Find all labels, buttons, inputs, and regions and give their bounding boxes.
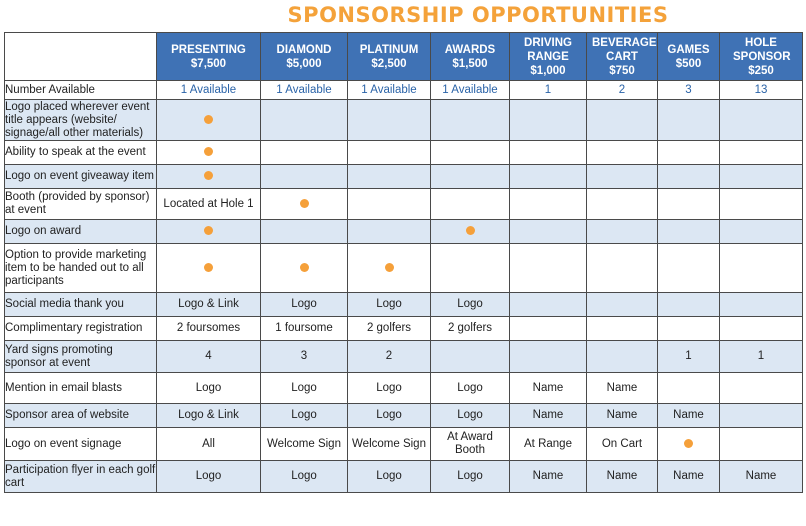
table-cell — [261, 141, 348, 165]
row-label: Logo placed wherever event title appears (website/ signage/all other materials) — [5, 100, 157, 141]
table-cell — [348, 141, 431, 165]
table-cell-dot — [157, 220, 261, 244]
table-cell: Welcome Sign — [348, 428, 431, 461]
table-cell: Logo — [348, 461, 431, 493]
table-cell: Logo — [431, 373, 510, 404]
table-cell: Logo — [261, 404, 348, 428]
column-name: GAMES — [667, 43, 710, 56]
table-cell — [658, 244, 720, 293]
table-cell: Logo — [261, 373, 348, 404]
table-cell: Name — [658, 461, 720, 493]
table-cell — [431, 189, 510, 220]
column-name: PLATINUM — [359, 43, 419, 56]
row-label: Participation flyer in each golf cart — [5, 461, 157, 493]
table-cell: 1 Available — [157, 81, 261, 100]
table-cell — [587, 341, 658, 373]
table-cell-dot — [431, 220, 510, 244]
table-row — [5, 141, 803, 165]
row-label: Booth (provided by sponsor) at event — [5, 189, 157, 220]
row-label: Logo on event giveaway item — [5, 165, 157, 189]
table-cell — [431, 100, 510, 141]
table-cell: Logo — [261, 461, 348, 493]
table-cell: 1 foursome — [261, 317, 348, 341]
table-row — [5, 461, 803, 493]
table-cell — [720, 141, 803, 165]
table-cell: 1 Available — [431, 81, 510, 100]
table-cell-dot — [157, 141, 261, 165]
column-header — [431, 33, 510, 81]
table-cell: 1 — [720, 341, 803, 373]
included-dot-icon — [684, 439, 693, 448]
table-cell: 3 — [261, 341, 348, 373]
table-cell: All — [157, 428, 261, 461]
column-price: $1,000 — [530, 64, 566, 77]
table-cell — [587, 189, 658, 220]
table-cell — [431, 141, 510, 165]
table-cell — [587, 220, 658, 244]
table-cell: Logo — [157, 373, 261, 404]
column-price: $2,500 — [371, 57, 407, 70]
column-name: AWARDS — [444, 43, 496, 56]
column-name: DRIVING RANGE — [524, 36, 572, 63]
table-cell-dot — [157, 165, 261, 189]
row-label: Ability to speak at the event — [5, 141, 157, 165]
column-price: $7,500 — [190, 57, 227, 70]
table-cell-dot — [658, 428, 720, 461]
table-row — [5, 165, 803, 189]
included-dot-icon — [204, 147, 213, 156]
table-cell — [261, 220, 348, 244]
row-label: Option to provide marketing item to be handed out to all participants — [5, 244, 157, 293]
table-cell — [510, 341, 587, 373]
table-cell: 1 — [510, 81, 587, 100]
table-cell: 2 foursomes — [157, 317, 261, 341]
table-cell — [261, 100, 348, 141]
table-cell — [720, 165, 803, 189]
included-dot-icon — [300, 263, 309, 272]
table-cell: Name — [658, 404, 720, 428]
table-cell: Welcome Sign — [261, 428, 348, 461]
table-cell: 2 — [348, 341, 431, 373]
table-cell: Name — [510, 461, 587, 493]
table-cell: 2 golfers — [348, 317, 431, 341]
table-cell: 2 — [587, 81, 658, 100]
included-dot-icon — [204, 226, 213, 235]
table-cell: On Cart — [587, 428, 658, 461]
table-cell-dot — [157, 100, 261, 141]
table-cell — [587, 293, 658, 317]
table-cell — [720, 244, 803, 293]
table-cell: At Award Booth — [431, 428, 510, 461]
header-row — [5, 33, 803, 81]
column-price: $5,000 — [286, 57, 322, 70]
page-title: SPONSORSHIP OPPORTUNITIES — [287, 3, 669, 27]
table-row — [5, 100, 803, 141]
row-label: Yard signs promoting sponsor at event — [5, 341, 157, 373]
column-name: DIAMOND — [276, 43, 332, 56]
table-cell — [720, 317, 803, 341]
table-row — [5, 220, 803, 244]
row-label: Logo on event signage — [5, 428, 157, 461]
table-cell: 2 golfers — [431, 317, 510, 341]
column-price: $250 — [748, 64, 774, 77]
column-header — [348, 33, 431, 81]
included-dot-icon — [204, 115, 213, 124]
table-row — [5, 341, 803, 373]
table-cell: Name — [587, 404, 658, 428]
table-cell: 13 — [720, 81, 803, 100]
table-cell: Logo & Link — [157, 293, 261, 317]
table-cell — [431, 244, 510, 293]
row-label: Complimentary registration — [5, 317, 157, 341]
table-cell — [510, 165, 587, 189]
table-cell — [658, 220, 720, 244]
table-cell — [720, 428, 803, 461]
table-cell — [261, 165, 348, 189]
table-cell-dot — [157, 244, 261, 293]
table-cell: 3 — [658, 81, 720, 100]
sponsorship-table — [4, 32, 803, 493]
table-cell: Logo — [431, 404, 510, 428]
table-cell — [587, 141, 658, 165]
table-cell — [720, 293, 803, 317]
row-label: Mention in email blasts — [5, 373, 157, 404]
table-cell: Logo — [348, 293, 431, 317]
row-label: Social media thank you — [5, 293, 157, 317]
table-cell: 1 Available — [348, 81, 431, 100]
table-cell: 1 — [658, 341, 720, 373]
table-cell: 4 — [157, 341, 261, 373]
column-header — [587, 33, 658, 81]
column-price: $750 — [609, 64, 635, 77]
table-cell: Logo — [348, 373, 431, 404]
table-cell — [720, 189, 803, 220]
table-cell — [720, 373, 803, 404]
table-cell: Logo — [431, 293, 510, 317]
column-header — [261, 33, 348, 81]
column-header — [658, 33, 720, 81]
column-header — [510, 33, 587, 81]
table-row — [5, 189, 803, 220]
table-cell: Logo — [431, 461, 510, 493]
table-cell — [658, 293, 720, 317]
included-dot-icon — [300, 199, 309, 208]
column-price: $1,500 — [452, 57, 488, 70]
table-row — [5, 244, 803, 293]
table-cell: Logo — [157, 461, 261, 493]
table-cell — [720, 404, 803, 428]
table-cell — [587, 165, 658, 189]
row-label: Number Available — [5, 81, 157, 100]
table-cell — [510, 244, 587, 293]
table-cell: Name — [510, 373, 587, 404]
corner-cell — [5, 33, 157, 81]
table-cell: Logo & Link — [157, 404, 261, 428]
table-cell — [510, 317, 587, 341]
column-name: BEVERAGE CART — [592, 36, 657, 63]
column-header — [157, 33, 261, 81]
included-dot-icon — [204, 263, 213, 272]
table-row — [5, 317, 803, 341]
table-cell — [510, 189, 587, 220]
table-cell — [431, 341, 510, 373]
column-name: HOLE SPONSOR — [733, 36, 791, 63]
table-cell: 1 Available — [261, 81, 348, 100]
table-cell: Located at Hole 1 — [157, 189, 261, 220]
table-cell: Name — [510, 404, 587, 428]
table-cell — [348, 100, 431, 141]
table-cell — [510, 100, 587, 141]
table-cell — [658, 141, 720, 165]
column-price: $500 — [675, 57, 702, 70]
table-row — [5, 373, 803, 404]
row-label: Logo on award — [5, 220, 157, 244]
table-cell — [658, 317, 720, 341]
table-row — [5, 404, 803, 428]
table-cell — [587, 317, 658, 341]
table-cell — [720, 220, 803, 244]
table-cell — [431, 165, 510, 189]
table-cell — [510, 293, 587, 317]
included-dot-icon — [204, 171, 213, 180]
table-row — [5, 293, 803, 317]
table-cell — [658, 165, 720, 189]
table-cell — [510, 141, 587, 165]
table-cell-dot — [348, 244, 431, 293]
table-cell: Name — [587, 373, 658, 404]
table-row — [5, 428, 803, 461]
column-header — [720, 33, 803, 81]
table-cell-dot — [261, 244, 348, 293]
row-label: Sponsor area of website — [5, 404, 157, 428]
table-cell: At Range — [510, 428, 587, 461]
table-cell: Name — [720, 461, 803, 493]
table-cell: Name — [587, 461, 658, 493]
table-cell — [348, 220, 431, 244]
table-cell — [658, 373, 720, 404]
table-cell: Logo — [261, 293, 348, 317]
table-cell — [348, 189, 431, 220]
table-cell — [510, 220, 587, 244]
table-cell — [587, 100, 658, 141]
table-cell — [348, 165, 431, 189]
column-name: PRESENTING — [171, 43, 246, 56]
table-cell — [658, 189, 720, 220]
included-dot-icon — [466, 226, 475, 235]
table-cell — [720, 100, 803, 141]
table-row — [5, 81, 803, 100]
table-cell-dot — [261, 189, 348, 220]
table-cell — [658, 100, 720, 141]
table-cell: Logo — [348, 404, 431, 428]
included-dot-icon — [385, 263, 394, 272]
table-cell — [587, 244, 658, 293]
